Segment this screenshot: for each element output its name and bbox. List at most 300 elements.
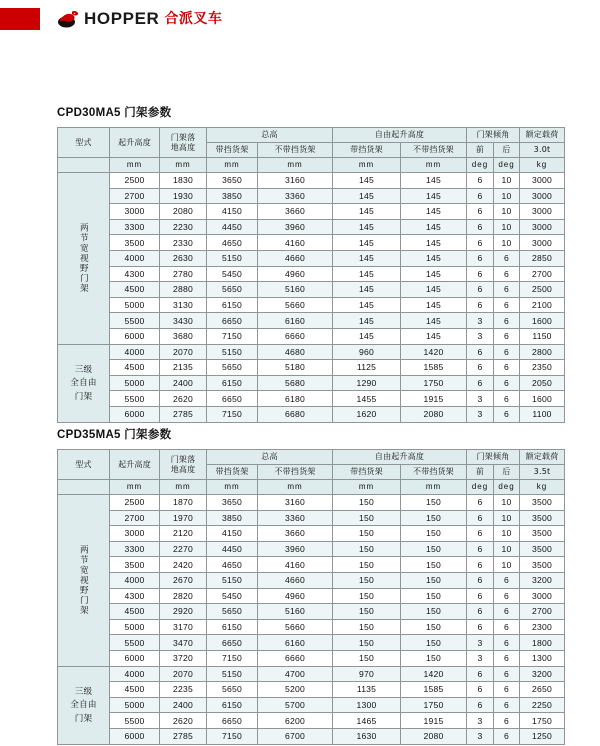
cell-tilt-backward: 10	[494, 541, 520, 557]
cell-mast-lowered-height: 3430	[160, 313, 207, 329]
cell-mast-lowered-height: 2920	[160, 604, 207, 620]
cell-rated-capacity: 2500	[520, 282, 565, 298]
table-row	[58, 572, 565, 588]
cell-rated-capacity: 2850	[520, 250, 565, 266]
table-row	[58, 328, 565, 344]
row-group-label	[58, 173, 110, 345]
table-row	[58, 619, 565, 635]
unit-lift-height: mm	[110, 158, 160, 173]
cell-overall-height-with-backrest: 4450	[207, 219, 258, 235]
cell-lift-height: 2700	[110, 510, 160, 526]
cell-free-lift-without-backrest: 1420	[401, 666, 467, 682]
cell-rated-capacity: 1150	[520, 328, 565, 344]
cell-tilt-forward: 6	[467, 360, 494, 376]
cell-tilt-backward: 10	[494, 557, 520, 573]
cell-tilt-backward: 6	[494, 297, 520, 313]
page-header	[0, 0, 600, 40]
cell-overall-height-without-backrest: 5160	[258, 282, 333, 298]
table-row	[58, 173, 565, 189]
table-row	[58, 728, 565, 744]
cell-overall-height-with-backrest: 5150	[207, 344, 258, 360]
row-group-label-text: 两节宽视野门架	[79, 222, 90, 294]
row-group-label-text: 两节宽视野门架	[79, 544, 90, 616]
cell-overall-height-without-backrest: 3660	[258, 204, 333, 220]
cell-tilt-forward: 3	[467, 391, 494, 407]
cell-free-lift-without-backrest: 1420	[401, 344, 467, 360]
cell-free-lift-with-backrest: 970	[333, 666, 401, 682]
table-row	[58, 557, 565, 573]
cell-mast-lowered-height: 3170	[160, 619, 207, 635]
unit-capacity: kg	[520, 480, 565, 495]
cell-free-lift-without-backrest: 150	[401, 635, 467, 651]
cell-overall-height-without-backrest: 6660	[258, 328, 333, 344]
brand-logo	[57, 9, 222, 29]
cell-overall-height-with-backrest: 5650	[207, 282, 258, 298]
cell-tilt-backward: 10	[494, 204, 520, 220]
header-lift-height: 起升高度	[110, 128, 160, 158]
header-tilt-backward: 后	[494, 465, 520, 480]
cell-free-lift-without-backrest: 1585	[401, 360, 467, 376]
cell-tilt-forward: 6	[467, 619, 494, 635]
cell-mast-lowered-height: 3470	[160, 635, 207, 651]
cell-free-lift-with-backrest: 1630	[333, 728, 401, 744]
cell-tilt-forward: 3	[467, 406, 494, 422]
cell-free-lift-with-backrest: 150	[333, 572, 401, 588]
header-mast-lowered-line2: 地高度	[170, 142, 196, 152]
cell-rated-capacity: 2050	[520, 375, 565, 391]
cell-overall-height-with-backrest: 7150	[207, 328, 258, 344]
cell-tilt-forward: 6	[467, 375, 494, 391]
cell-tilt-forward: 6	[467, 235, 494, 251]
cell-overall-height-with-backrest: 3650	[207, 495, 258, 511]
cell-tilt-forward: 6	[467, 526, 494, 542]
row-group-label-text: 三级	[74, 686, 93, 697]
cell-lift-height: 3500	[110, 557, 160, 573]
cell-rated-capacity: 2800	[520, 344, 565, 360]
table-row	[58, 360, 565, 376]
cell-tilt-backward: 10	[494, 526, 520, 542]
unit-oh-with: mm	[207, 480, 258, 495]
table-row	[58, 250, 565, 266]
cell-rated-capacity: 3200	[520, 572, 565, 588]
cell-overall-height-without-backrest: 6680	[258, 406, 333, 422]
cell-free-lift-with-backrest: 145	[333, 328, 401, 344]
cell-tilt-forward: 6	[467, 572, 494, 588]
cell-free-lift-with-backrest: 145	[333, 250, 401, 266]
cell-tilt-backward: 6	[494, 728, 520, 744]
cell-rated-capacity: 1750	[520, 713, 565, 729]
table-title: CPD35MA5 门架参数	[57, 429, 172, 441]
cell-overall-height-without-backrest: 6160	[258, 635, 333, 651]
cell-rated-capacity: 3200	[520, 666, 565, 682]
cell-tilt-backward: 10	[494, 219, 520, 235]
cell-overall-height-without-backrest: 6180	[258, 391, 333, 407]
cell-overall-height-with-backrest: 5650	[207, 682, 258, 698]
cell-overall-height-without-backrest: 3360	[258, 188, 333, 204]
header-type: 型式	[58, 128, 110, 158]
cell-tilt-forward: 6	[467, 344, 494, 360]
cell-overall-height-without-backrest: 3660	[258, 526, 333, 542]
cell-tilt-forward: 6	[467, 266, 494, 282]
cell-mast-lowered-height: 1870	[160, 495, 207, 511]
cell-mast-lowered-height: 1830	[160, 173, 207, 189]
header-fl-without-backrest: 不带挡货架	[401, 143, 467, 158]
cell-rated-capacity: 2300	[520, 619, 565, 635]
cell-overall-height-without-backrest: 6160	[258, 313, 333, 329]
cell-free-lift-without-backrest: 145	[401, 173, 467, 189]
header-fl-with-backrest: 带挡货架	[333, 143, 401, 158]
cell-mast-lowered-height: 3680	[160, 328, 207, 344]
table-header	[58, 450, 565, 495]
cell-free-lift-without-backrest: 1915	[401, 713, 467, 729]
cell-tilt-backward: 6	[494, 572, 520, 588]
cell-overall-height-with-backrest: 3850	[207, 510, 258, 526]
spec-table-cpd30ma5	[57, 127, 565, 423]
cell-free-lift-without-backrest: 145	[401, 219, 467, 235]
cell-rated-capacity: 3500	[520, 541, 565, 557]
cell-free-lift-without-backrest: 150	[401, 572, 467, 588]
cell-tilt-backward: 10	[494, 510, 520, 526]
cell-overall-height-with-backrest: 6650	[207, 391, 258, 407]
table-header	[58, 128, 565, 173]
cell-free-lift-with-backrest: 960	[333, 344, 401, 360]
cell-rated-capacity: 3500	[520, 495, 565, 511]
cell-lift-height: 2500	[110, 173, 160, 189]
cell-free-lift-without-backrest: 150	[401, 510, 467, 526]
table-row	[58, 713, 565, 729]
cell-lift-height: 4000	[110, 572, 160, 588]
cell-overall-height-with-backrest: 4450	[207, 541, 258, 557]
cell-lift-height: 4500	[110, 604, 160, 620]
cell-tilt-backward: 6	[494, 313, 520, 329]
cell-free-lift-without-backrest: 145	[401, 328, 467, 344]
cell-free-lift-with-backrest: 1465	[333, 713, 401, 729]
table-row	[58, 526, 565, 542]
cell-tilt-forward: 6	[467, 282, 494, 298]
table-row	[58, 406, 565, 422]
unit-fl-without: mm	[401, 158, 467, 173]
unit-mast-lowered: mm	[160, 480, 207, 495]
cell-free-lift-without-backrest: 145	[401, 266, 467, 282]
cell-overall-height-with-backrest: 4150	[207, 204, 258, 220]
cell-rated-capacity: 2250	[520, 697, 565, 713]
header-overall-height: 总高	[207, 128, 333, 143]
table-row	[58, 188, 565, 204]
cell-free-lift-without-backrest: 1750	[401, 697, 467, 713]
header-fl-with-backrest: 带挡货架	[333, 465, 401, 480]
cell-free-lift-with-backrest: 1300	[333, 697, 401, 713]
cell-lift-height: 5000	[110, 697, 160, 713]
cell-overall-height-with-backrest: 6650	[207, 713, 258, 729]
cell-tilt-forward: 6	[467, 219, 494, 235]
table-row	[58, 297, 565, 313]
cell-rated-capacity: 3000	[520, 173, 565, 189]
unit-fl-with: mm	[333, 158, 401, 173]
cell-overall-height-without-backrest: 6660	[258, 650, 333, 666]
unit-fl-with: mm	[333, 480, 401, 495]
cell-free-lift-without-backrest: 150	[401, 526, 467, 542]
cell-lift-height: 5500	[110, 635, 160, 651]
cell-overall-height-without-backrest: 6700	[258, 728, 333, 744]
cell-tilt-backward: 6	[494, 391, 520, 407]
cell-free-lift-with-backrest: 150	[333, 635, 401, 651]
header-mast-lowered-line1: 门架落	[170, 455, 196, 465]
cell-mast-lowered-height: 2880	[160, 282, 207, 298]
cell-free-lift-with-backrest: 1290	[333, 375, 401, 391]
table-row	[58, 204, 565, 220]
cell-tilt-backward: 6	[494, 360, 520, 376]
cell-free-lift-with-backrest: 150	[333, 619, 401, 635]
cell-free-lift-with-backrest: 145	[333, 235, 401, 251]
cell-tilt-backward: 10	[494, 173, 520, 189]
cell-mast-lowered-height: 2630	[160, 250, 207, 266]
cell-overall-height-without-backrest: 5160	[258, 604, 333, 620]
unit-fl-without: mm	[401, 480, 467, 495]
cell-tilt-backward: 6	[494, 697, 520, 713]
cell-tilt-forward: 6	[467, 204, 494, 220]
cell-lift-height: 3500	[110, 235, 160, 251]
cell-tilt-forward: 3	[467, 635, 494, 651]
cell-free-lift-without-backrest: 145	[401, 188, 467, 204]
cell-mast-lowered-height: 2785	[160, 406, 207, 422]
cell-free-lift-with-backrest: 145	[333, 297, 401, 313]
cell-free-lift-with-backrest: 1455	[333, 391, 401, 407]
row-group-label	[58, 495, 110, 667]
cell-tilt-forward: 6	[467, 250, 494, 266]
cell-rated-capacity: 1300	[520, 650, 565, 666]
cell-tilt-backward: 6	[494, 406, 520, 422]
cell-mast-lowered-height: 2785	[160, 728, 207, 744]
cell-mast-lowered-height: 2070	[160, 344, 207, 360]
cell-tilt-backward: 6	[494, 328, 520, 344]
cell-overall-height-with-backrest: 6650	[207, 635, 258, 651]
cell-overall-height-without-backrest: 5660	[258, 297, 333, 313]
cell-overall-height-without-backrest: 4660	[258, 572, 333, 588]
cell-free-lift-with-backrest: 145	[333, 219, 401, 235]
header-mast-tilt: 门架倾角	[467, 128, 520, 143]
header-mast-lowered-line2: 地高度	[170, 464, 196, 474]
header-type: 型式	[58, 450, 110, 480]
cell-overall-height-without-backrest: 3960	[258, 219, 333, 235]
unit-tilt-backward: deg	[494, 480, 520, 495]
cell-free-lift-without-backrest: 150	[401, 588, 467, 604]
cell-lift-height: 6000	[110, 328, 160, 344]
cell-free-lift-without-backrest: 145	[401, 313, 467, 329]
row-group-label-text: 门架	[74, 712, 93, 723]
cell-tilt-backward: 6	[494, 619, 520, 635]
cell-overall-height-without-backrest: 3160	[258, 173, 333, 189]
cell-lift-height: 4500	[110, 682, 160, 698]
brand-color-block	[0, 8, 40, 30]
cell-free-lift-with-backrest: 1135	[333, 682, 401, 698]
logo-text-en: HOPPER	[84, 9, 160, 28]
cell-mast-lowered-height: 2420	[160, 557, 207, 573]
cell-mast-lowered-height: 2080	[160, 204, 207, 220]
cell-mast-lowered-height: 2620	[160, 713, 207, 729]
cell-tilt-forward: 3	[467, 650, 494, 666]
row-group-label	[58, 344, 110, 422]
cell-rated-capacity: 3000	[520, 204, 565, 220]
kangaroo-logo-icon	[57, 9, 79, 29]
cell-rated-capacity: 1600	[520, 313, 565, 329]
cell-overall-height-without-backrest: 4160	[258, 557, 333, 573]
cell-free-lift-without-backrest: 150	[401, 557, 467, 573]
table-row	[58, 344, 565, 360]
header-free-lift-height: 自由起升高度	[333, 450, 467, 465]
cell-mast-lowered-height: 1930	[160, 188, 207, 204]
cell-free-lift-with-backrest: 150	[333, 495, 401, 511]
cell-free-lift-with-backrest: 1125	[333, 360, 401, 376]
cell-overall-height-with-backrest: 6150	[207, 375, 258, 391]
cell-overall-height-with-backrest: 5150	[207, 250, 258, 266]
cell-lift-height: 4000	[110, 344, 160, 360]
cell-overall-height-without-backrest: 3160	[258, 495, 333, 511]
header-rated-capacity: 额定载荷	[520, 450, 565, 465]
header-tilt-backward: 后	[494, 143, 520, 158]
cell-tilt-backward: 6	[494, 344, 520, 360]
table-row	[58, 604, 565, 620]
cell-rated-capacity: 1100	[520, 406, 565, 422]
cell-free-lift-with-backrest: 150	[333, 541, 401, 557]
cell-lift-height: 3000	[110, 526, 160, 542]
cell-overall-height-without-backrest: 4160	[258, 235, 333, 251]
cell-tilt-forward: 6	[467, 297, 494, 313]
cell-overall-height-with-backrest: 6150	[207, 619, 258, 635]
cell-rated-capacity: 3000	[520, 188, 565, 204]
cell-overall-height-with-backrest: 7150	[207, 406, 258, 422]
cell-overall-height-with-backrest: 4150	[207, 526, 258, 542]
cell-overall-height-without-backrest: 4960	[258, 588, 333, 604]
cell-overall-height-without-backrest: 4960	[258, 266, 333, 282]
cell-tilt-forward: 6	[467, 588, 494, 604]
spec-block-cpd35ma5	[57, 426, 565, 745]
cell-free-lift-without-backrest: 145	[401, 282, 467, 298]
cell-mast-lowered-height: 2330	[160, 235, 207, 251]
cell-rated-capacity: 2650	[520, 682, 565, 698]
cell-lift-height: 4500	[110, 360, 160, 376]
cell-free-lift-without-backrest: 150	[401, 495, 467, 511]
cell-tilt-backward: 6	[494, 682, 520, 698]
cell-free-lift-without-backrest: 1585	[401, 682, 467, 698]
cell-overall-height-with-backrest: 5450	[207, 588, 258, 604]
cell-mast-lowered-height: 3130	[160, 297, 207, 313]
header-capacity-value: 3.0t	[520, 143, 565, 158]
cell-free-lift-with-backrest: 145	[333, 204, 401, 220]
cell-rated-capacity: 3000	[520, 219, 565, 235]
table-row	[58, 219, 565, 235]
cell-free-lift-without-backrest: 2080	[401, 406, 467, 422]
cell-tilt-backward: 6	[494, 282, 520, 298]
table-title: CPD30MA5 门架参数	[57, 107, 172, 119]
cell-overall-height-with-backrest: 7150	[207, 728, 258, 744]
cell-lift-height: 4000	[110, 666, 160, 682]
cell-free-lift-with-backrest: 150	[333, 510, 401, 526]
cell-rated-capacity: 1800	[520, 635, 565, 651]
cell-tilt-forward: 3	[467, 328, 494, 344]
cell-rated-capacity: 1600	[520, 391, 565, 407]
cell-lift-height: 3000	[110, 204, 160, 220]
row-group-label	[58, 666, 110, 744]
cell-mast-lowered-height: 2400	[160, 697, 207, 713]
cell-mast-lowered-height: 2400	[160, 375, 207, 391]
cell-overall-height-with-backrest: 5150	[207, 666, 258, 682]
cell-tilt-forward: 3	[467, 713, 494, 729]
cell-overall-height-with-backrest: 6150	[207, 697, 258, 713]
table-row	[58, 666, 565, 682]
unit-oh-with: mm	[207, 158, 258, 173]
cell-lift-height: 3300	[110, 541, 160, 557]
table-row	[58, 266, 565, 282]
table-row	[58, 313, 565, 329]
cell-rated-capacity: 1250	[520, 728, 565, 744]
spec-table-cpd35ma5	[57, 449, 565, 745]
cell-free-lift-without-backrest: 150	[401, 650, 467, 666]
cell-lift-height: 5500	[110, 391, 160, 407]
unit-mast-lowered: mm	[160, 158, 207, 173]
cell-mast-lowered-height: 3720	[160, 650, 207, 666]
header-rated-capacity: 额定载荷	[520, 128, 565, 143]
header-lift-height: 起升高度	[110, 450, 160, 480]
header-mast-lowered-height	[160, 128, 207, 158]
cell-tilt-forward: 6	[467, 666, 494, 682]
cell-lift-height: 5500	[110, 313, 160, 329]
cell-rated-capacity: 3500	[520, 526, 565, 542]
cell-tilt-backward: 6	[494, 666, 520, 682]
cell-overall-height-with-backrest: 4650	[207, 235, 258, 251]
cell-free-lift-without-backrest: 145	[401, 250, 467, 266]
cell-lift-height: 4500	[110, 282, 160, 298]
cell-free-lift-with-backrest: 150	[333, 526, 401, 542]
table-row	[58, 682, 565, 698]
row-group-label-text: 全自由	[70, 699, 97, 710]
cell-free-lift-without-backrest: 150	[401, 619, 467, 635]
cell-rated-capacity: 2700	[520, 604, 565, 620]
cell-free-lift-without-backrest: 2080	[401, 728, 467, 744]
logo-text-cn: 合派叉车	[164, 11, 223, 27]
header-oh-without-backrest: 不带挡货架	[258, 465, 333, 480]
header-tilt-forward: 前	[467, 465, 494, 480]
cell-tilt-backward: 6	[494, 588, 520, 604]
cell-overall-height-without-backrest: 4700	[258, 666, 333, 682]
table-row	[58, 588, 565, 604]
cell-lift-height: 2700	[110, 188, 160, 204]
cell-tilt-forward: 3	[467, 313, 494, 329]
cell-lift-height: 5000	[110, 619, 160, 635]
cell-overall-height-without-backrest: 4660	[258, 250, 333, 266]
cell-lift-height: 3300	[110, 219, 160, 235]
cell-overall-height-with-backrest: 5150	[207, 572, 258, 588]
cell-tilt-forward: 3	[467, 728, 494, 744]
cell-free-lift-with-backrest: 145	[333, 282, 401, 298]
cell-rated-capacity: 3500	[520, 510, 565, 526]
cell-rated-capacity: 2100	[520, 297, 565, 313]
cell-lift-height: 6000	[110, 728, 160, 744]
cell-overall-height-without-backrest: 3360	[258, 510, 333, 526]
header-capacity-value: 3.5t	[520, 465, 565, 480]
cell-free-lift-with-backrest: 150	[333, 604, 401, 620]
cell-overall-height-without-backrest: 5660	[258, 619, 333, 635]
cell-free-lift-without-backrest: 150	[401, 604, 467, 620]
unit-oh-without: mm	[258, 158, 333, 173]
cell-overall-height-without-backrest: 4680	[258, 344, 333, 360]
cell-tilt-forward: 6	[467, 495, 494, 511]
cell-free-lift-with-backrest: 145	[333, 313, 401, 329]
table-body	[58, 173, 565, 423]
table-row	[58, 375, 565, 391]
unit-capacity: kg	[520, 158, 565, 173]
cell-tilt-backward: 6	[494, 635, 520, 651]
cell-rated-capacity: 2350	[520, 360, 565, 376]
